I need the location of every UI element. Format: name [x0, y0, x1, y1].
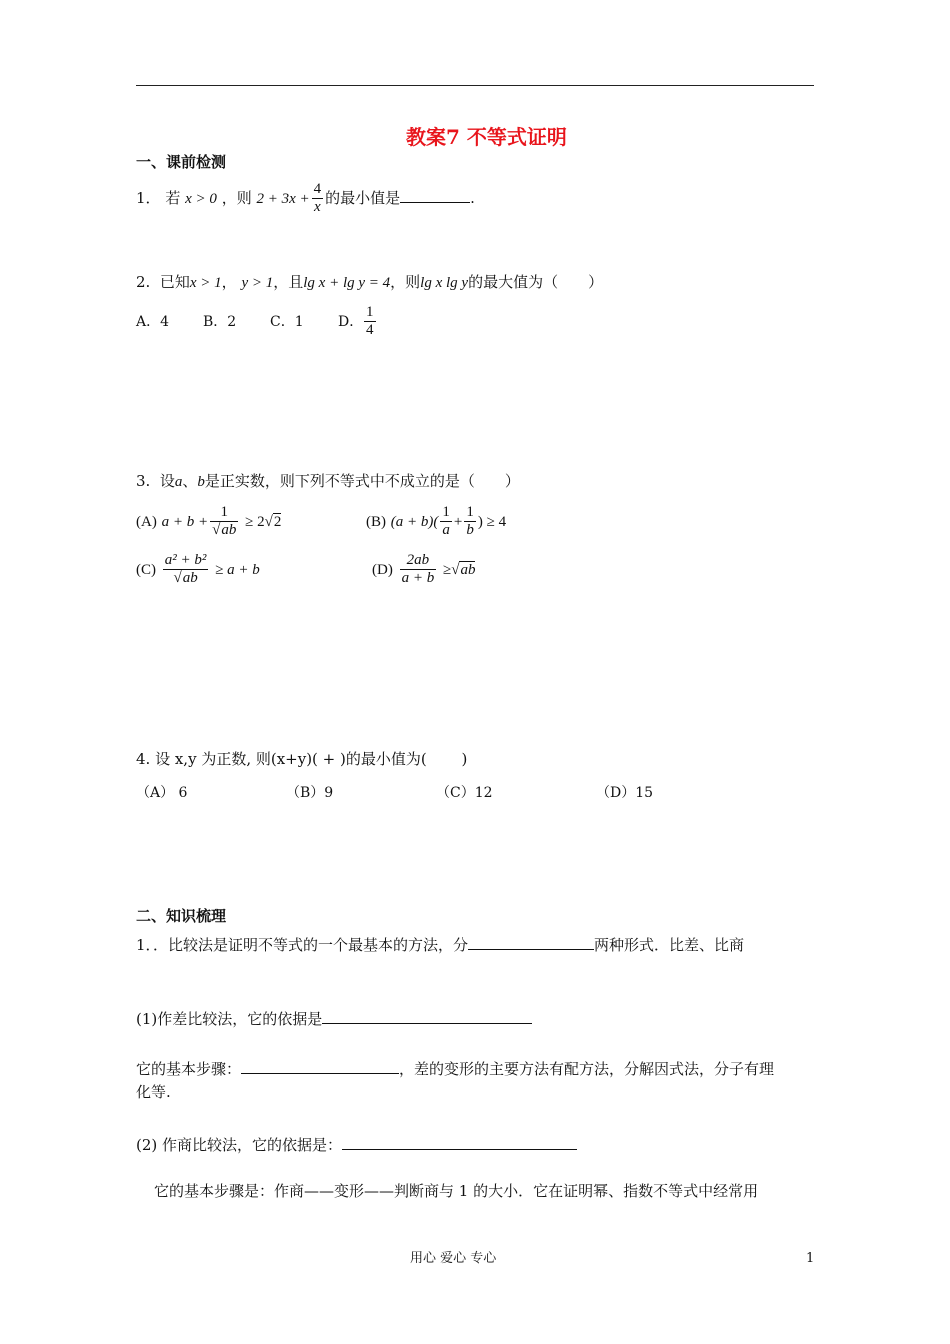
q1-period: . — [470, 188, 475, 207]
page-title: 教案7 不等式证明 — [406, 125, 567, 149]
answer-blank — [468, 935, 594, 950]
q2-text: ，则 — [390, 273, 421, 291]
q2-option-b: B．2 — [203, 314, 237, 330]
q2-math: lg x + lg y = 4 — [303, 275, 391, 291]
q2-text: ，且 — [273, 273, 304, 291]
q2-text: 的最大值为（ ） — [468, 273, 604, 291]
question-1 — [136, 181, 475, 217]
section-heading-1: 一、课前检测 — [136, 153, 227, 171]
knowledge-5: 它的基本步骤是：作商——变形——判断商与 1 的大小．它在证明幂、指数不等式中经常用 — [154, 1182, 759, 1200]
q1-condition: x > 0 — [185, 190, 217, 207]
q2-number: 2. — [136, 273, 151, 291]
knowledge-text: 它的基本步骤： — [136, 1060, 242, 1078]
q2-math: x > 1 — [189, 275, 222, 291]
question-2 — [136, 275, 603, 291]
knowledge-4 — [136, 1135, 577, 1153]
q3-number: 3. — [136, 472, 151, 490]
q2-option-d-fraction: $\frac{1}{4}$ — [366, 304, 374, 339]
question-3 — [136, 474, 520, 490]
q3-var-a: a — [174, 474, 183, 490]
knowledge-text: (1)作差比较法，它的依据是 — [136, 1010, 323, 1028]
q3-option-b: (B) (a + b)( $\frac{1}{a}$ + $\frac{1}{b}$ ) ≥ 4 — [366, 504, 507, 539]
answer-blank — [342, 1135, 577, 1150]
q3-text: 是正实数，则下列不等式中不成立的是（ ） — [204, 472, 520, 490]
q1-text: ，则 — [221, 188, 252, 207]
q1-text: 的最小值是 — [325, 188, 401, 207]
q1-fraction: $\frac{4}{x}$ — [313, 181, 322, 216]
knowledge-text: (2) 作商比较法，它的依据是： — [136, 1136, 343, 1154]
q4-option-a: （A） 6 — [136, 785, 188, 801]
answer-blank — [400, 188, 470, 203]
q3-text: 设 — [159, 472, 175, 490]
knowledge-1 — [136, 935, 744, 953]
q4-option-b: （B）9 — [286, 785, 334, 801]
header-rule — [136, 85, 814, 86]
q2-text: ， — [221, 273, 237, 291]
knowledge-3 — [136, 1059, 774, 1077]
section-heading-2: 二、知识梳理 — [136, 907, 227, 925]
q2-math: y > 1 — [241, 275, 274, 291]
q2-text: 已知 — [159, 273, 190, 291]
footer-text: 用心 爱心 专心 — [410, 1251, 497, 1266]
answer-blank — [241, 1059, 399, 1074]
q1-expression: 2 + 3x + — [256, 190, 310, 207]
q1-number: 1． — [136, 188, 161, 207]
knowledge-3-cont: 化等. — [136, 1083, 171, 1101]
q3-option-a: (A) a + b + $\frac{1}{√ab}$ ≥ 2√2 — [136, 504, 282, 539]
answer-blank — [322, 1009, 532, 1024]
q3-text: 、 — [182, 472, 198, 490]
knowledge-text: 1．．比较法是证明不等式的一个最基本的方法，分 — [136, 936, 469, 954]
q3-var-b: b — [197, 474, 205, 490]
q2-option-a: A．4 — [136, 314, 170, 330]
q2-option-c: C．1 — [270, 314, 304, 330]
q2-math: lg x lg y — [420, 275, 469, 291]
q1-text: 若 — [165, 188, 181, 207]
page-number: 1 — [806, 1251, 815, 1266]
q2-option-d: D． — [338, 314, 364, 330]
q4-option-d: （D）15 — [596, 785, 654, 801]
q3-option-c: (C) $\frac{\text{a² + b²}}{√ab}$ ≥ a + b — [136, 552, 260, 587]
knowledge-text: ，差的变形的主要方法有配方法，分解因式法，分子有理 — [399, 1060, 775, 1078]
question-4: 4. 设 x,y 为正数, 则(x+y)( + )的最小值为( ) — [136, 750, 468, 768]
knowledge-text: 两种形式．比差、比商 — [594, 936, 745, 954]
q4-option-c: （C）12 — [436, 785, 493, 801]
q3-option-d: (D) $\frac{2ab}{a + b}$ ≥√ab — [372, 552, 476, 587]
knowledge-2 — [136, 1009, 532, 1027]
